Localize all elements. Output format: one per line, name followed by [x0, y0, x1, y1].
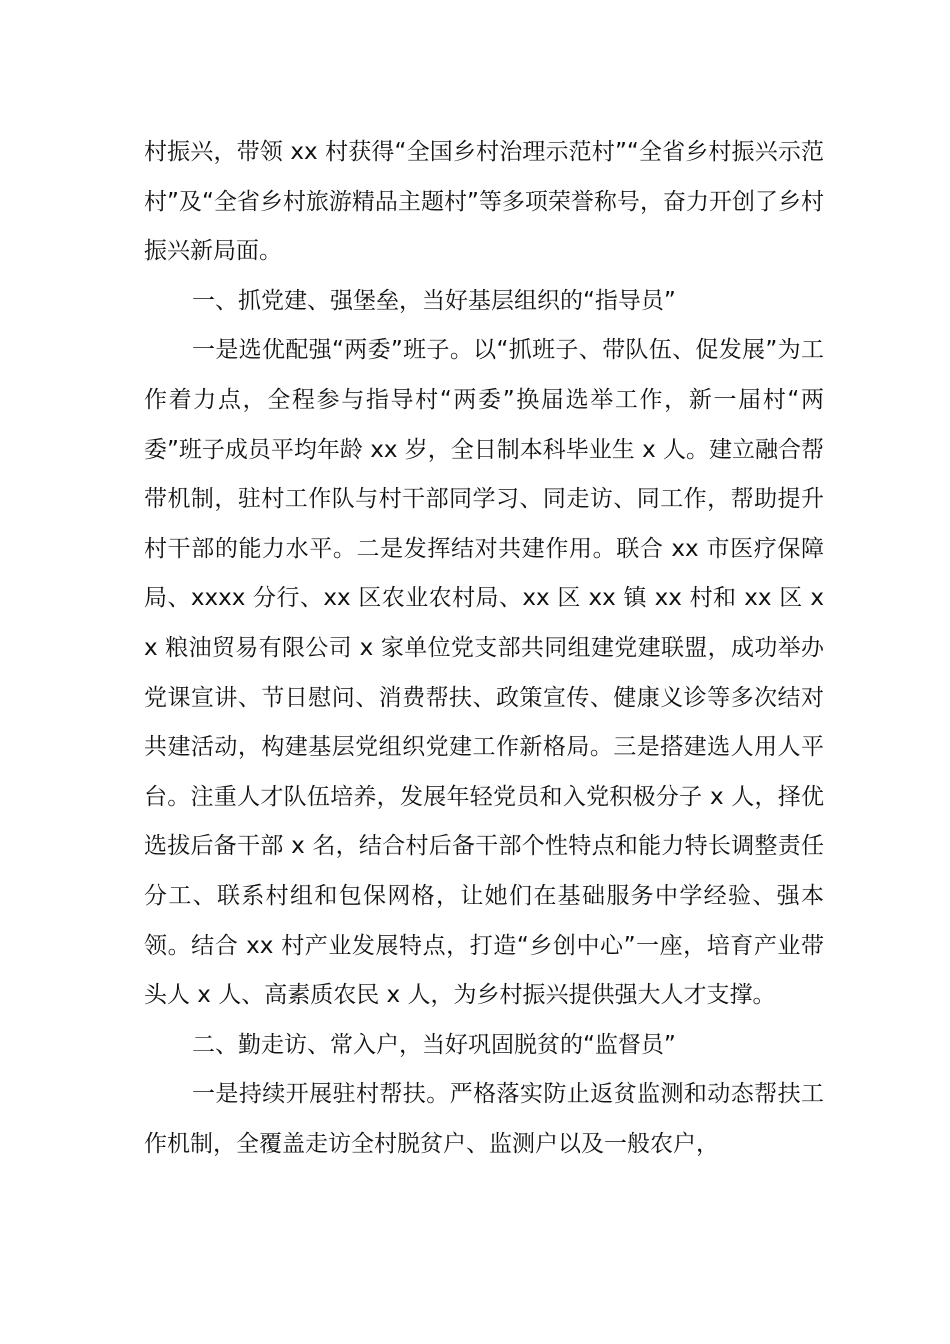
paragraph-section-1: 一是选优配强“两委”班子。以“抓班子、带队伍、促发展”为工作着力点，全程参与指导村“两委”换届选举工作，新一届村“两委”班子成员平均年龄 xx 岁，全日制本科毕业生 x 人。建立融合帮带机制，驻村工作队与村干部同学习、同走访、同工作，帮助提升村干部的能力水平。二是发挥结对共建作用。联合 xx 市医疗保障局、xxxx 分行、xx 区农业农村局、xx 区 xx 镇 xx 村和 xx 区 xx 粮油贸易有限公司 x 家单位党支部共同组建党建联盟，成功举办党课宣讲、节日慰问、消费帮扶、政策宣传、健康义诊等多次结对共建活动，构建基层党组织党建工作新格局。三是搭建选人用人平台。注重人才队伍培养，发展年轻党员和入党积极分子 x 人，择优选拔后备干部 x 名，结合村后备干部个性特点和能力特长调整责任分工、联系村组和包保网格，让她们在基础服务中学经验、强本领。结合 xx 村产业发展特点，打造“乡创中心”一座，培育产业带头人 x 人、高素质农民 x 人，为乡村振兴提供强大人才支撑。: [144, 337, 824, 1009]
document-body: [144, 128, 824, 1169]
paragraph-section-2: 一是持续开展驻村帮扶。严格落实防止返贫监测和动态帮扶工作机制，全覆盖走访全村脱贫户、监测户以及一般农户，: [144, 1081, 824, 1157]
paragraph-continuation: 村振兴，带领 xx 村获得“全国乡村治理示范村”“全省乡村振兴示范村”及“全省乡村旅游精品主题村”等多项荣誉称号，奋力开创了乡村振兴新局面。: [144, 139, 824, 265]
section-heading-2: 二、勤走访、常入户，当好巩固脱贫的“监督员”: [192, 1031, 676, 1058]
section-heading-1: 一、抓党建、强堡垒，当好基层组织的“指导员”: [192, 287, 676, 314]
